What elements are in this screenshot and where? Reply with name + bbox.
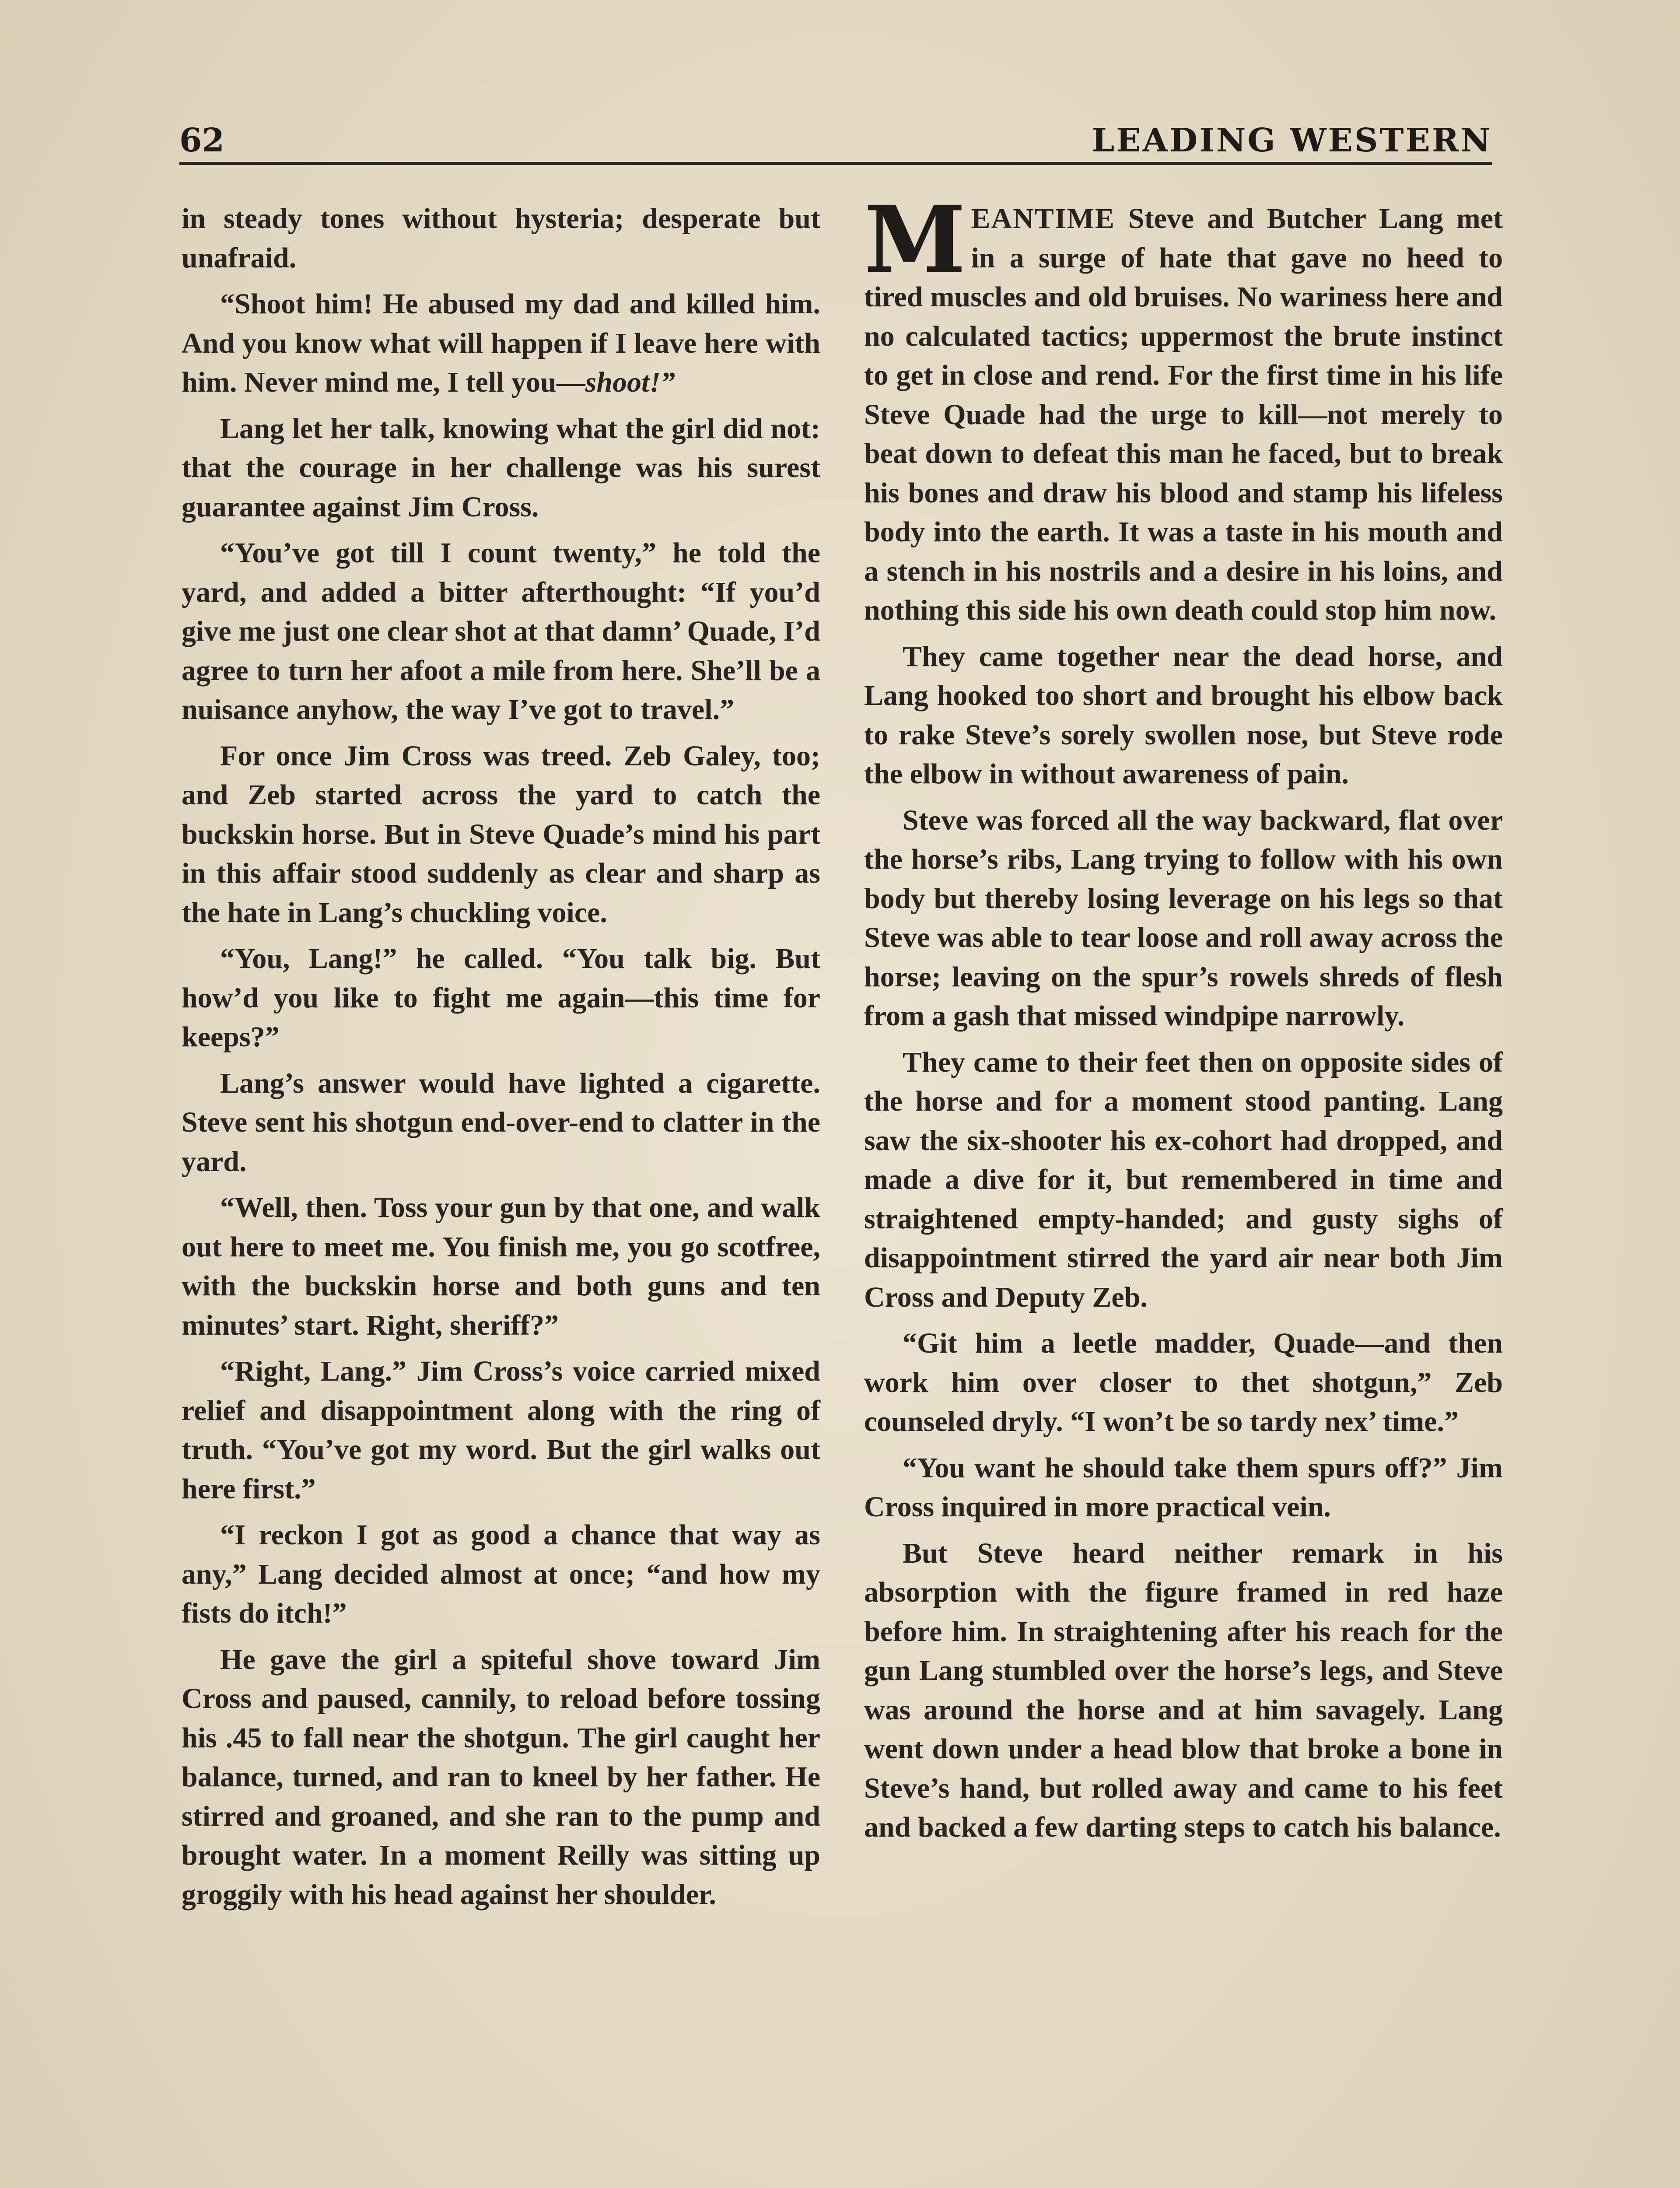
page-number: 62 (179, 122, 224, 159)
drop-cap: M (864, 186, 966, 294)
paragraph: “I reckon I got as good a chance that way as any,” Lang decided almost at once; “and how my fists do itch!” (182, 1519, 820, 1629)
page-header (179, 122, 1492, 165)
paragraph: in steady tones without hysteria; desperate but unafraid. (182, 203, 820, 274)
paragraph: But Steve heard neither remark in his absorption with the figure framed in red haze before him. In straightening after his reach for the gun Lang stumbled over the horse’s legs, and Steve was around the horse and at him savagely. Lang went down under a head blow that broke a bone in Steve’s hand, but rolled away and came to his feet and backed a few darting steps to catch his balance. (864, 1537, 1503, 1843)
paragraph (182, 284, 820, 402)
paragraph: “You want he should take them spurs off?” Jim Cross inquired in more practical vein. (864, 1452, 1503, 1523)
paragraph: He gave the girl a spiteful shove toward Jim Cross and paused, cannily, to reload before tossing his .45 to fall near the shotgun. The girl caught her balance, turned, and ran to kneel by her father. He stirred and groaned, and she ran to the pump and brought water. In a moment Reilly was sitting up groggily with his head against her shoulder. (182, 1643, 820, 1911)
lead-caps: EANTIME (971, 203, 1115, 235)
paragraph: They came together near the dead horse, and Lang hooked too short and brought his elbow back to rake Steve’s sorely swollen nose, but Steve rode the elbow in without awareness of pain. (864, 640, 1503, 790)
opening-paragraph (864, 186, 1503, 630)
paragraph: “You’ve got till I count twenty,” he told the yard, and added a bitter afterthought: “If you’d give me just one clear shot at that damn’ Quade, I’d agree to turn her afoot a mile from here. She’ll be a nuisance anyhow, the way I’ve got to travel.” (182, 537, 820, 726)
paragraph: “Git him a leetle madder, Quade—and then work him over closer to thet shotgun,” Zeb counseled dryly. “I won’t be so tardy nex’ time.” (864, 1327, 1503, 1438)
right-column (864, 186, 1503, 2188)
paragraph: “Well, then. Toss your gun by that one, and walk out here to meet me. You finish me, you go scotfree, with the buckskin horse and both guns and ten minutes’ start. Right, sheriff?” (182, 1192, 820, 1341)
emphasis-text: shoot!” (585, 366, 676, 398)
paragraph: Steve was forced all the way backward, flat over the horse’s ribs, Lang trying to follow with his own body but thereby losing leverage on his legs so that Steve was able to tear loose and roll away across the horse; leaving on the spur’s rowels shreds of flesh from a gash that missed windpipe narrowly. (864, 804, 1503, 1032)
paragraph: “You, Lang!” he called. “You talk big. But how’d you like to fight me again—this time for keeps?” (182, 943, 820, 1053)
running-head: LEADING WESTERN (1092, 122, 1492, 159)
paragraph: They came to their feet then on opposite sides of the horse and for a moment stood panting. Lang saw the six-shooter his ex-cohort had dropped, and made a dive for it, but remembered in time and straightened empty-handed; and gusty sighs of disappointment stirred the yard air near both Jim Cross and Deputy Zeb. (864, 1046, 1503, 1313)
paragraph: Lang’s answer would have lighted a cigarette. Steve sent his shotgun end-over-end to clatter in the yard. (182, 1067, 820, 1178)
paragraph: “Right, Lang.” Jim Cross’s voice carried mixed relief and disappointment along with the ring of truth. “You’ve got my word. But the girl walks out here first.” (182, 1355, 820, 1505)
paragraph: Lang let her talk, knowing what the girl did not: that the courage in her challenge was his surest guarantee against Jim Cross. (182, 412, 820, 523)
left-column (182, 199, 820, 2188)
paragraph-text: Steve and Butcher Lang met in a surge of hate that gave no heed to tired muscles and old bruises. No wariness here and no calculated tactics; uppermost the brute instinct to get in close and rend. For the first time in his life Steve Quade had the urge to kill—not merely to beat down to defeat this man he faced, but to break his bones and draw his blood and stamp his lifeless body into the earth. It was a taste in his mouth and a stench in his nostrils and a desire in his loins, and nothing this side his own death could stop him now. (864, 203, 1503, 626)
paragraph: For once Jim Cross was treed. Zeb Galey, too; and Zeb started across the yard to catch the buckskin horse. But in Steve Quade’s mind his part in this affair stood suddenly as clear and sharp as the hate in Lang’s chuckling voice. (182, 740, 820, 929)
paragraph-text: “Shoot him! He abused my dad and killed him. And you know what will happen if I leave here with him. Never mind me, I tell you— (182, 288, 820, 398)
